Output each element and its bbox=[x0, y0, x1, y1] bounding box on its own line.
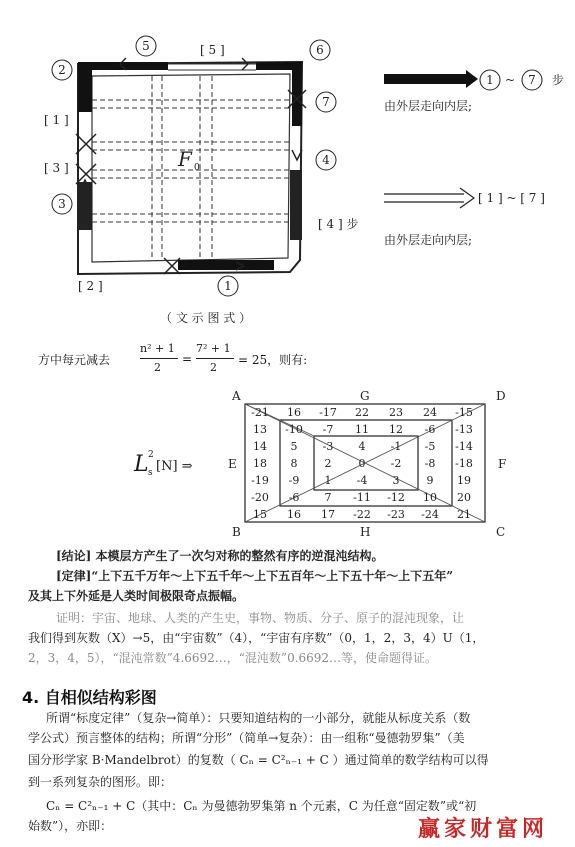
site-watermark: 赢家财富网 bbox=[418, 817, 549, 842]
matrix-cell: 8 bbox=[290, 457, 298, 470]
section-para-3: 国分形学家 B·Mandelbrot）的复数（ Cₙ = C²ₙ₋₁ + C ）通过简单的数学结构可以得 bbox=[28, 753, 489, 767]
matrix-cell: 5 bbox=[290, 440, 298, 453]
matrix-cell: 4 bbox=[358, 440, 366, 453]
matrix-cell: 21 bbox=[457, 508, 471, 521]
bracket-label-2: [ 2 ] bbox=[78, 279, 103, 293]
matrix-cell: 24 bbox=[423, 406, 437, 419]
bar-right-top bbox=[292, 62, 302, 126]
section-para-1: 所谓“标度定律”（复杂→简单）：只要知道结构的一小部分，就能从标度关系（数 bbox=[46, 711, 471, 725]
magic-square-matrix bbox=[220, 386, 520, 538]
svg-text:4: 4 bbox=[322, 153, 330, 167]
legend-double-arrowhead bbox=[460, 188, 474, 208]
circle-label-6 bbox=[310, 40, 330, 60]
diagram-caption: （ 文 示 图 式 ） bbox=[160, 311, 252, 325]
formula-frac2-den: 2 bbox=[210, 361, 217, 374]
conclusion-text: 本模层方产生了一次匀对称的整然有序的逆混沌结构。 bbox=[95, 549, 384, 563]
legend-solid-arrowhead bbox=[466, 70, 478, 88]
matrix-cell: 15 bbox=[253, 508, 267, 521]
matrix-mid-F: F bbox=[498, 457, 507, 471]
matrix-cell: -2 bbox=[390, 457, 402, 470]
svg-text:7: 7 bbox=[528, 73, 536, 87]
matrix-cell: 2 bbox=[324, 457, 332, 470]
svg-text:5: 5 bbox=[142, 39, 150, 53]
matrix-cell: -7 bbox=[322, 423, 334, 436]
matrix-cell: -6 bbox=[424, 423, 436, 436]
bar-left-top bbox=[78, 62, 92, 112]
matrix-cell: -24 bbox=[421, 508, 439, 521]
matrix-mid-G: G bbox=[360, 389, 370, 403]
matrix-cell: 19 bbox=[457, 474, 471, 487]
legend-bracket-range: [ 1 ] ~ [ 7 ] bbox=[478, 191, 545, 205]
section-para-2: 学公式）预言整体的结构；所谓“分形”（简单→复杂）：由一组称“曼德勃罗集”（美 bbox=[28, 731, 465, 745]
matrix-cell: -12 bbox=[387, 491, 405, 504]
matrix-cell: -1 bbox=[390, 440, 402, 453]
matrix-cell: -20 bbox=[251, 491, 269, 504]
law-line-2: 及其上下外延是人类时间极限奇点振幅。 bbox=[28, 589, 245, 603]
matrix-cell: 12 bbox=[389, 423, 403, 436]
matrix-cell: 11 bbox=[355, 423, 369, 436]
law-label: [定律] bbox=[56, 569, 92, 583]
svg-text:1: 1 bbox=[486, 73, 494, 87]
svg-text:3: 3 bbox=[58, 197, 66, 211]
matrix-cell: 3 bbox=[392, 474, 400, 487]
proof-line-2: 我们得到灰数（X）→5，由“宇宙数”（4），“宇宙有序数”（0，1，2，3，4）U（1， bbox=[28, 631, 485, 645]
matrix-corner-B: B bbox=[232, 525, 241, 538]
matrix-cell: 17 bbox=[321, 508, 335, 521]
circle-label-4 bbox=[316, 150, 336, 170]
svg-text:1: 1 bbox=[224, 279, 232, 293]
bracket-label-5: [ 5 ] bbox=[200, 43, 225, 57]
matrix-cell: 10 bbox=[423, 491, 437, 504]
matrix-corner-D: D bbox=[496, 389, 506, 403]
section-para-5: Cₙ = C²ₙ₋₁ + C（其中：Cₙ 为曼德勃罗集第 n 个元素，C 为任意“固定数”或“初 bbox=[46, 799, 477, 813]
section-para-6: 始数”），亦即： bbox=[28, 819, 113, 833]
spiral-path-diagram bbox=[0, 0, 575, 330]
matrix-cell: 23 bbox=[389, 406, 403, 419]
legend-bracket-step: [ 4 ] 步 bbox=[318, 217, 359, 231]
law-line-1 bbox=[56, 568, 453, 584]
legend-bracket-caption: 由外层走向内层; bbox=[384, 233, 473, 247]
matrix-cell: 16 bbox=[287, 406, 301, 419]
formula-frac2-bar bbox=[196, 358, 234, 359]
matrix-cell: -9 bbox=[288, 474, 300, 487]
matrix-cell: 16 bbox=[287, 508, 301, 521]
matrix-corner-C: C bbox=[496, 525, 506, 538]
circle-label-7 bbox=[316, 92, 336, 112]
matrix-cell: 13 bbox=[253, 423, 267, 436]
matrix-arg: [N] ⇒ bbox=[156, 459, 193, 474]
matrix-cell: -5 bbox=[424, 440, 436, 453]
legend-solid-caption: 由外层走向内层; bbox=[384, 99, 473, 113]
svg-text:7: 7 bbox=[322, 95, 330, 109]
formula-frac1-bar bbox=[140, 358, 178, 359]
legend-solid-bar bbox=[384, 74, 466, 84]
matrix-cell: -4 bbox=[356, 474, 368, 487]
matrix-symbol: L bbox=[134, 452, 149, 477]
formula-frac1-den: 2 bbox=[154, 361, 161, 374]
formula-suffix: = 25，则有: bbox=[238, 353, 308, 367]
matrix-cell: 14 bbox=[253, 440, 267, 453]
matrix-mid-H: H bbox=[360, 525, 371, 538]
matrix-cell: -18 bbox=[455, 457, 473, 470]
matrix-mid-E: E bbox=[228, 457, 237, 471]
matrix-cell: 22 bbox=[355, 406, 369, 419]
svg-text:6: 6 bbox=[316, 43, 324, 57]
section-title: 4. 自相似结构彩图 bbox=[22, 688, 157, 707]
proof-line-1: 证明：宇宙、地球、人类的产生史，事物、物质、分子、原子的混沌现象，让 bbox=[56, 611, 465, 625]
conclusion-line bbox=[56, 548, 384, 564]
conclusion-label: [结论] bbox=[56, 549, 92, 563]
matrix-cell: 20 bbox=[457, 491, 471, 504]
formula-frac2-num: 7² + 1 bbox=[196, 342, 231, 355]
circle-label-3 bbox=[52, 194, 72, 214]
bar-right-bottom bbox=[290, 170, 302, 240]
matrix-cell: -14 bbox=[455, 440, 473, 453]
matrix-cell: -10 bbox=[285, 423, 303, 436]
circle-label-5 bbox=[136, 36, 156, 56]
circle-label-2 bbox=[52, 60, 72, 80]
matrix-corner-A: A bbox=[232, 389, 241, 403]
matrix-cell: -22 bbox=[353, 508, 371, 521]
matrix-cell: 0 bbox=[358, 457, 366, 470]
matrix-cells bbox=[251, 406, 473, 521]
circle-label-1 bbox=[218, 276, 238, 296]
center-symbol-sub: 0 bbox=[194, 163, 200, 173]
matrix-cell: -19 bbox=[251, 474, 269, 487]
matrix-cell: -17 bbox=[319, 406, 337, 419]
matrix-symbol-sup: 2 bbox=[148, 450, 154, 460]
center-symbol-F: F bbox=[178, 147, 192, 171]
formula-prefix: 方中每元减去 bbox=[38, 353, 111, 367]
bar-bottom bbox=[178, 260, 274, 270]
law-text-1: “上下五千万年～上下五千年～上下五百年～上下五十年～上下五年” bbox=[91, 569, 454, 583]
matrix-cell: -21 bbox=[251, 406, 269, 419]
svg-text:2: 2 bbox=[58, 63, 66, 77]
matrix-cell: 7 bbox=[324, 491, 332, 504]
svg-text:步: 步 bbox=[552, 73, 565, 87]
matrix-cell: 9 bbox=[426, 474, 434, 487]
matrix-cell: -8 bbox=[424, 457, 436, 470]
matrix-cell: -11 bbox=[353, 491, 371, 504]
section-para-4: 到一系列复杂的图形。即： bbox=[28, 775, 173, 789]
matrix-cell: 18 bbox=[253, 457, 267, 470]
matrix-cell: -6 bbox=[288, 491, 300, 504]
matrix-cell: 1 bbox=[324, 474, 332, 487]
svg-text:~: ~ bbox=[505, 73, 516, 87]
matrix-cell: -15 bbox=[455, 406, 473, 419]
matrix-cell: -3 bbox=[322, 440, 334, 453]
matrix-symbol-sub: s bbox=[148, 468, 153, 478]
matrix-cell: -23 bbox=[387, 508, 405, 521]
cross-marks bbox=[76, 90, 306, 274]
proof-line-3: 2，3，4，5），“混沌常数”4.6692…，“混沌数”0.6692…等，使命题得证。 bbox=[28, 651, 438, 665]
bracket-label-3: [ 3 ] bbox=[44, 161, 69, 175]
formula-frac1-num: n² + 1 bbox=[140, 342, 175, 355]
matrix-cell: -13 bbox=[455, 423, 473, 436]
formula-eq: = bbox=[182, 352, 193, 366]
bracket-label-1: [ 1 ] bbox=[44, 113, 69, 127]
legend-solid-range bbox=[480, 70, 564, 90]
